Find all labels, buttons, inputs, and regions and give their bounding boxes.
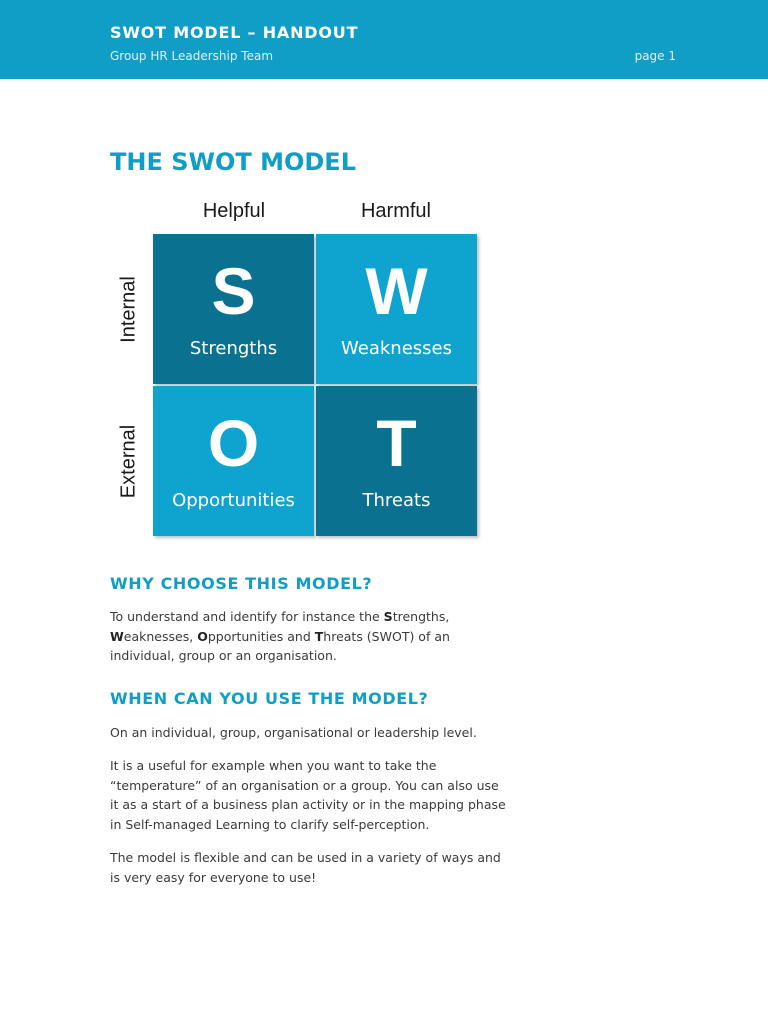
why-initial-s: S	[383, 609, 393, 624]
section-heading-why: WHY CHOOSE THIS MODEL?	[110, 574, 373, 593]
swot-label-opportunities: Opportunities	[172, 490, 295, 511]
why-text-part: trengths,	[392, 609, 450, 624]
swot-matrix	[110, 196, 490, 546]
swot-letter-t: T	[376, 406, 417, 480]
why-text-part: pportunities and	[207, 628, 315, 644]
swot-cell-threats	[316, 386, 477, 536]
swot-cell-strengths	[153, 234, 314, 384]
column-label-helpful: Helpful	[202, 200, 266, 222]
when-paragraph-1: On an individual, group, organisational or leadership level.	[110, 725, 477, 740]
header-subtitle: Group HR Leadership Team	[110, 49, 274, 63]
page-number: page 1	[634, 49, 676, 63]
swot-letter-s: S	[211, 254, 256, 328]
why-text-part: hreats (SWOT) of an individual, group or an organisation.	[110, 628, 450, 663]
swot-cell-weaknesses	[316, 234, 477, 384]
header-bar	[0, 0, 768, 79]
when-paragraph-2: It is a useful for example when you want to take the “temperature” of an organisation or a group. You can also use it as a start of a business plan activity or in the mapping phase in Self-managed Learning to clarify self-perception.	[110, 758, 506, 832]
swot-label-weaknesses: Weaknesses	[341, 338, 452, 359]
page-title: THE SWOT MODEL	[110, 148, 356, 176]
swot-letter-w: W	[365, 254, 428, 328]
swot-letter-o: O	[207, 406, 260, 480]
row-label-internal: Internal	[117, 276, 140, 343]
why-text-part: eaknesses,	[123, 628, 198, 644]
why-initial-t: T	[314, 628, 324, 644]
why-initial-o: O	[197, 628, 208, 644]
row-label-external: External	[117, 424, 140, 499]
swot-label-threats: Threats	[362, 490, 431, 511]
when-paragraph-3: The model is flexible and can be used in a variety of ways and is very easy for everyone to use!	[110, 850, 501, 885]
header-title: SWOT MODEL – HANDOUT	[110, 23, 359, 42]
swot-cell-opportunities	[153, 386, 314, 536]
why-initial-w: W	[110, 628, 124, 644]
swot-label-strengths: Strengths	[189, 338, 278, 359]
section-heading-when: WHEN CAN YOU USE THE MODEL?	[110, 689, 429, 708]
column-label-harmful: Harmful	[360, 200, 431, 222]
why-paragraph	[110, 607, 510, 666]
why-text-part: To understand and identify for instance the	[110, 609, 384, 624]
